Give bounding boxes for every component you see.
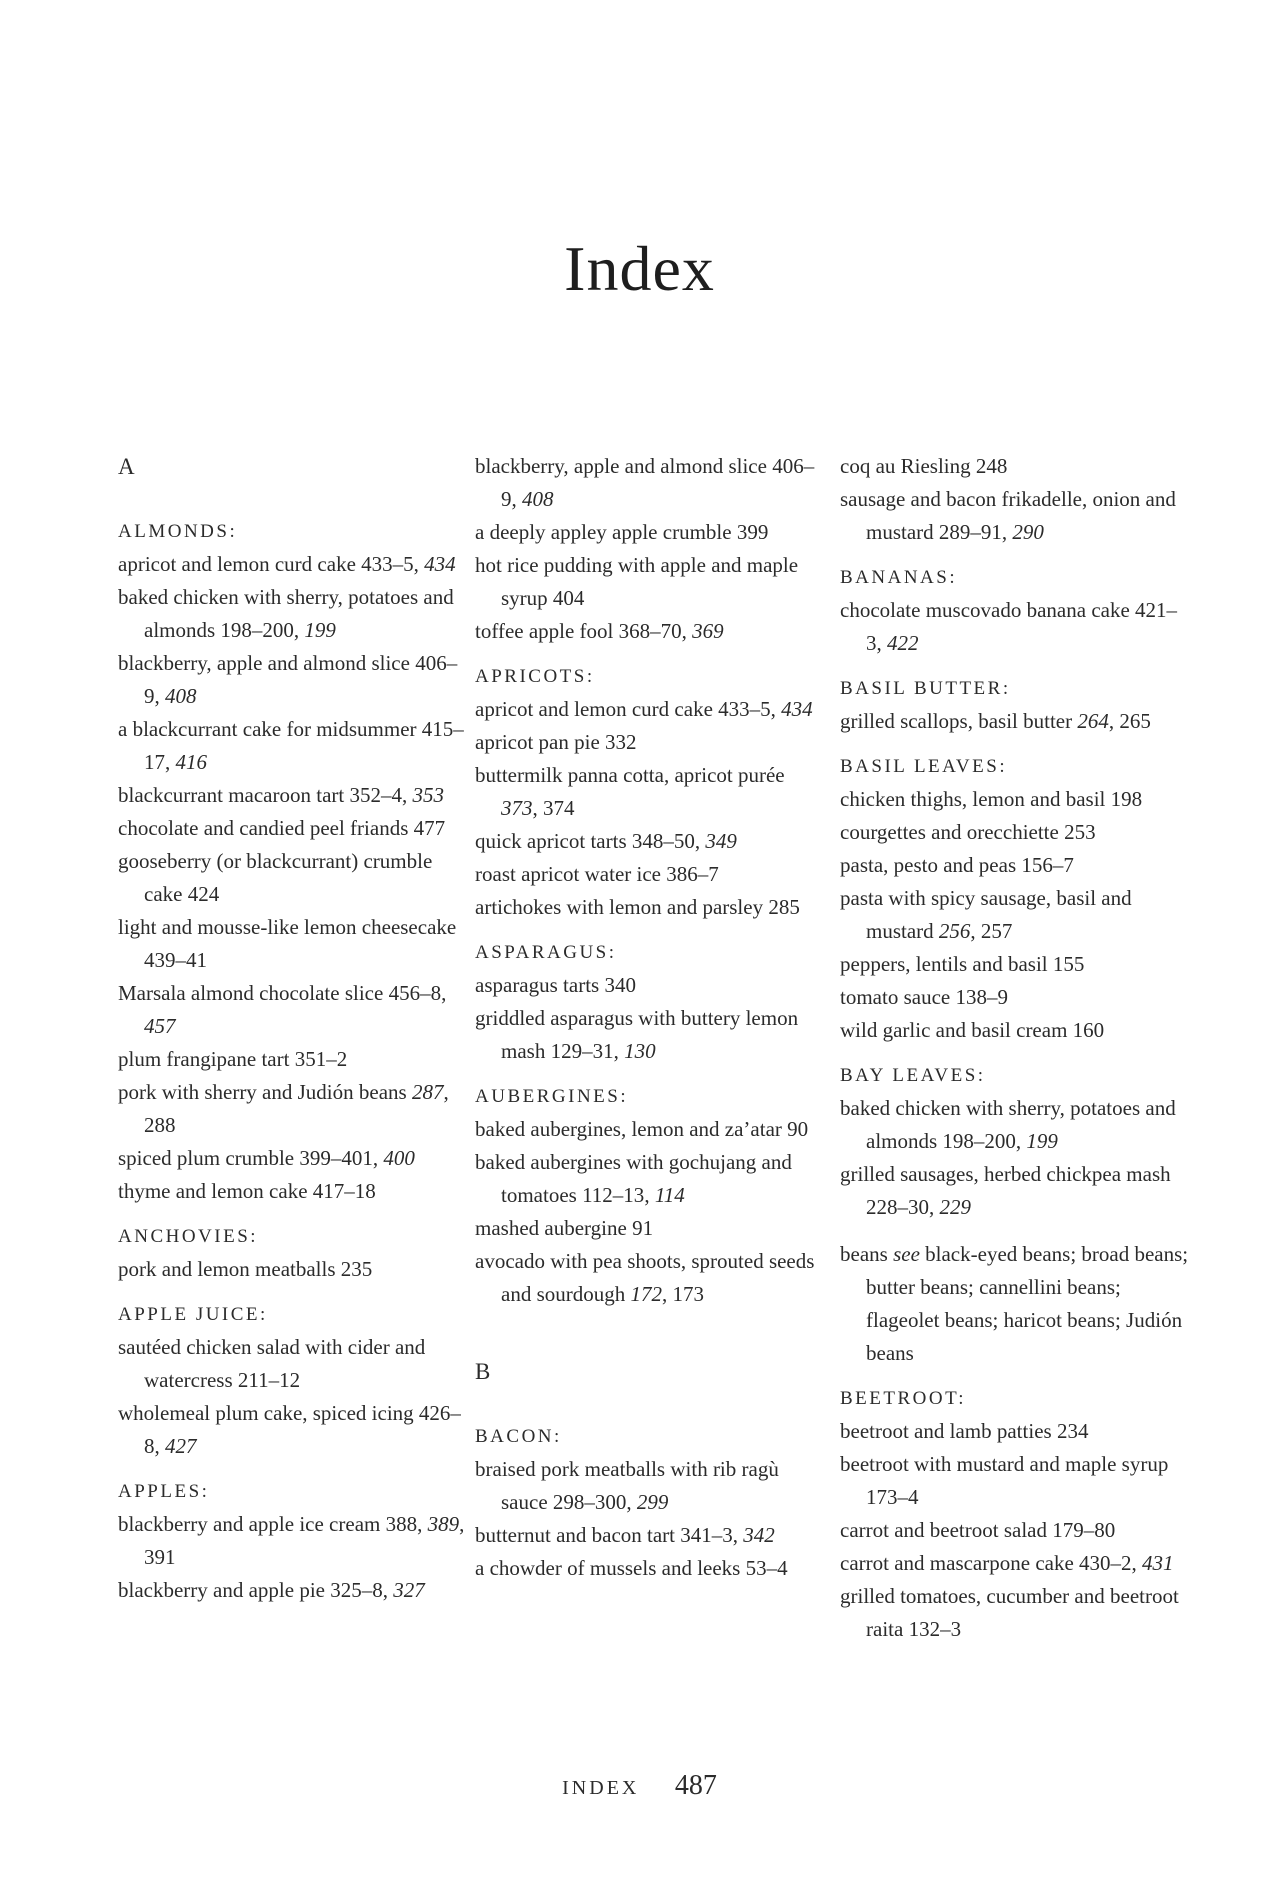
- entry-text: plum frangipane tart: [118, 1047, 290, 1071]
- index-entry: [840, 1415, 1190, 1448]
- index-entry: [840, 1448, 1190, 1514]
- index-entry: quick apricot tarts 348–50, 349: [475, 829, 737, 853]
- entry-text: chicken thighs, lemon and basil: [840, 787, 1106, 811]
- entry-text: apricot pan pie: [475, 730, 600, 754]
- page-ref-illustrated: 373: [501, 796, 533, 820]
- index-heading: AUBERGINES:: [475, 1086, 629, 1107]
- page-ref-illustrated: 130: [624, 1039, 656, 1063]
- page-ref-illustrated: 349: [705, 829, 737, 853]
- page-ref-illustrated: 256: [938, 919, 971, 943]
- page-ref: 391: [144, 1545, 176, 1569]
- page-ref: 198: [1110, 787, 1143, 811]
- index-column-2: [475, 450, 825, 1585]
- page-ref: 374: [543, 796, 575, 820]
- page-ref: 198–200: [942, 1129, 1016, 1153]
- page-ref: 352–4: [349, 783, 402, 807]
- entry-text: wild garlic and basil cream: [840, 1018, 1068, 1042]
- page-ref: 173–4: [866, 1485, 919, 1509]
- entry-text: asparagus tarts: [475, 973, 600, 997]
- index-entry: [475, 1113, 825, 1146]
- index-heading: ALMONDS:: [118, 521, 238, 542]
- index-entry: pasta with spicy sausage, basil and mustard 256, 257: [840, 886, 1132, 943]
- index-entry: sausage and bacon frikadelle, onion and mustard 289–91, 290: [840, 487, 1176, 544]
- page-ref: 112–13: [582, 1183, 645, 1207]
- page-ref: 426–8: [144, 1401, 461, 1458]
- index-entry: baked aubergines with gochujang and tomatoes 112–13, 114: [475, 1150, 792, 1207]
- index-column-1: [118, 450, 468, 1607]
- page-ref: 406–9: [144, 651, 458, 708]
- index-heading: ASPARAGUS:: [475, 942, 617, 963]
- entry-text: beetroot and lamb patties: [840, 1419, 1052, 1443]
- section-letter: B: [475, 1359, 491, 1384]
- page-ref: 90: [787, 1117, 809, 1141]
- entry-text: light and mousse-like lemon cheesecake: [118, 915, 457, 939]
- index-heading: BAY LEAVES:: [840, 1065, 986, 1086]
- entry-text: a deeply appley apple crumble: [475, 520, 732, 544]
- page-ref-illustrated: 114: [654, 1183, 685, 1207]
- index-entry: [840, 1580, 1190, 1646]
- index-entry: [475, 969, 825, 1002]
- index-entry: apricot and lemon curd cake 433–5, 434: [475, 697, 813, 721]
- index-heading: APPLE JUICE:: [118, 1304, 268, 1325]
- entry-text: quick apricot tarts: [475, 829, 627, 853]
- entry-text: sausage and bacon frikadelle, onion and mustard: [840, 487, 1176, 544]
- entry-text: roast apricot water ice: [475, 862, 661, 886]
- index-entry: [840, 816, 1190, 849]
- cross-reference: [840, 1238, 1190, 1370]
- page-ref-illustrated: 400: [383, 1146, 415, 1170]
- index-entry: butternut and bacon tart 341–3, 342: [475, 1523, 775, 1547]
- index-entry: [118, 1175, 468, 1208]
- page-ref-illustrated: 434: [781, 697, 813, 721]
- page-ref-illustrated: 457: [144, 1014, 176, 1038]
- entry-text: thyme and lemon cake: [118, 1179, 308, 1203]
- index-entry: grilled scallops, basil butter 264, 265: [840, 709, 1151, 733]
- index-entry: spiced plum crumble 399–401, 400: [118, 1146, 415, 1170]
- page-ref: 265: [1119, 709, 1151, 733]
- page-ref: 348–50: [631, 829, 695, 853]
- index-entry: [475, 549, 825, 615]
- entry-text: hot rice pudding with apple and maple syrup: [475, 553, 799, 610]
- entry-text: blackberry, apple and almond slice: [475, 454, 767, 478]
- entry-text: sautéed chicken salad with cider and watercress: [118, 1335, 426, 1392]
- entry-text: pasta, pesto and peas: [840, 853, 1017, 877]
- page-ref-illustrated: 229: [939, 1195, 971, 1219]
- index-entry: [840, 981, 1190, 1014]
- index-entry: [475, 858, 825, 891]
- index-entry: [840, 849, 1190, 882]
- page-ref: 155: [1052, 952, 1085, 976]
- page-ref-illustrated: 422: [887, 631, 919, 655]
- entry-text: toffee apple fool: [475, 619, 614, 643]
- index-entry: wholemeal plum cake, spiced icing 426–8, 427: [118, 1401, 461, 1458]
- entry-text: baked chicken with sherry, potatoes and almonds: [840, 1096, 1176, 1153]
- entry-text: chocolate and candied peel friands: [118, 816, 409, 840]
- page-ref: 228–30: [866, 1195, 929, 1219]
- page-ref: 156–7: [1021, 853, 1074, 877]
- index-heading: BEETROOT:: [840, 1388, 967, 1409]
- page-ref-illustrated: 369: [692, 619, 724, 643]
- entry-text: buttermilk panna cotta, apricot purée: [475, 763, 785, 787]
- page-ref: 388: [385, 1512, 418, 1536]
- page-ref: 129–31: [550, 1039, 614, 1063]
- entry-text: courgettes and orecchiette: [840, 820, 1059, 844]
- page-ref: 433–5: [361, 552, 414, 576]
- index-entry: blackcurrant macaroon tart 352–4, 353: [118, 783, 444, 807]
- entry-text: tomato sauce: [840, 985, 951, 1009]
- page-ref-illustrated: 408: [165, 684, 197, 708]
- page-ref: 132–3: [908, 1617, 962, 1641]
- entry-text: gooseberry (or blackcurrant) crumble cake: [118, 849, 433, 906]
- entry-text: coq au Riesling: [840, 454, 971, 478]
- page-ref-illustrated: 389: [427, 1512, 460, 1536]
- entry-text: spiced plum crumble: [118, 1146, 295, 1170]
- index-entry: [118, 812, 468, 845]
- index-entry: [475, 891, 825, 924]
- page-ref: 257: [980, 919, 1013, 943]
- page-ref: 417–18: [312, 1179, 376, 1203]
- xref-see: see: [893, 1242, 920, 1266]
- entry-text: pork and lemon meatballs: [118, 1257, 336, 1281]
- entry-text: baked chicken with sherry, potatoes and almonds: [118, 585, 454, 642]
- entry-text: a blackcurrant cake for midsummer: [118, 717, 417, 741]
- page-ref-illustrated: 434: [424, 552, 456, 576]
- page-ref-illustrated: 199: [304, 618, 336, 642]
- entry-text: carrot and mascarpone cake: [840, 1551, 1074, 1575]
- xref-targets: black-eyed beans; broad beans; butter beans; cannellini beans; flageolet beans; haricot beans; Judión beans: [866, 1242, 1189, 1365]
- index-entry: blackberry and apple pie 325–8, 327: [118, 1578, 425, 1602]
- index-entry: [118, 911, 468, 977]
- index-entry: carrot and mascarpone cake 430–2, 431: [840, 1551, 1174, 1575]
- index-entry: [840, 450, 1190, 483]
- entry-text: Marsala almond chocolate slice: [118, 981, 384, 1005]
- page-ref: 430–2: [1079, 1551, 1132, 1575]
- page-ref: 211–12: [237, 1368, 301, 1392]
- page-ref: 399: [736, 520, 769, 544]
- section-letter: A: [118, 454, 135, 479]
- index-column-3: [840, 450, 1190, 1646]
- index-entry: avocado with pea shoots, sprouted seeds and sourdough 172, 173: [475, 1249, 815, 1306]
- index-entry: [118, 1043, 468, 1076]
- page-ref-illustrated: 408: [522, 487, 554, 511]
- index-entry: chocolate muscovado banana cake 421–3, 422: [840, 598, 1178, 655]
- page-ref: 138–9: [955, 985, 1008, 1009]
- index-entry: [118, 1331, 468, 1397]
- entry-text: griddled asparagus with buttery lemon mash: [475, 1006, 799, 1063]
- page-ref: 253: [1064, 820, 1096, 844]
- entry-text: braised pork meatballs with rib ragù sauce: [475, 1457, 779, 1514]
- entry-text: chocolate muscovado banana cake: [840, 598, 1130, 622]
- index-heading: APRICOTS:: [475, 666, 595, 687]
- entry-text: baked aubergines with gochujang and tomatoes: [475, 1150, 792, 1207]
- page-ref: 234: [1056, 1419, 1089, 1443]
- page-footer: [0, 1770, 1279, 1802]
- page-ref-illustrated: 427: [165, 1434, 197, 1458]
- entry-text: artichokes with lemon and parsley: [475, 895, 764, 919]
- page-ref: 404: [552, 586, 585, 610]
- page-ref-illustrated: 431: [1142, 1551, 1174, 1575]
- page-ref: 424: [187, 882, 220, 906]
- index-heading: APPLES:: [118, 1481, 210, 1502]
- page-ref-illustrated: 342: [743, 1523, 775, 1547]
- page-ref: 340: [604, 973, 636, 997]
- page-ref: 285: [768, 895, 800, 919]
- page-ref: 433–5: [718, 697, 771, 721]
- page-ref: 179–80: [1052, 1518, 1116, 1542]
- page-ref: 386–7: [666, 862, 719, 886]
- index-entry: [475, 726, 825, 759]
- page-ref-illustrated: 299: [636, 1490, 669, 1514]
- entry-text: blackberry, apple and almond slice: [118, 651, 410, 675]
- index-entry: [840, 948, 1190, 981]
- page-ref-illustrated: 416: [175, 750, 207, 774]
- entry-text: baked aubergines, lemon and za’atar: [475, 1117, 782, 1141]
- entry-text: grilled scallops, basil butter: [840, 709, 1073, 733]
- entry-text: apricot and lemon curd cake: [475, 697, 713, 721]
- page-ref-illustrated: 199: [1026, 1129, 1058, 1153]
- index-entry: blackberry, apple and almond slice 406–9, 408: [118, 651, 458, 708]
- page-ref: 477: [413, 816, 446, 840]
- page-ref-illustrated: 172: [630, 1282, 662, 1306]
- entry-text: avocado with pea shoots, sprouted seeds and sourdough: [475, 1249, 815, 1306]
- page-ref: 248: [975, 454, 1008, 478]
- page-ref: 198–200: [220, 618, 294, 642]
- index-entry: [475, 516, 825, 549]
- page-ref: 325–8: [330, 1578, 383, 1602]
- index-entry: [840, 1014, 1190, 1047]
- index-heading: BASIL LEAVES:: [840, 756, 1008, 777]
- index-entry: a blackcurrant cake for midsummer 415–17, 416: [118, 717, 464, 774]
- spacer: [475, 1311, 825, 1355]
- entry-text: mashed aubergine: [475, 1216, 627, 1240]
- index-entry: [475, 1552, 825, 1585]
- page-ref: 298–300: [552, 1490, 627, 1514]
- entry-text: butternut and bacon tart: [475, 1523, 676, 1547]
- index-entry: toffee apple fool 368–70, 369: [475, 619, 724, 643]
- page-number: 487: [674, 1770, 717, 1801]
- page-ref: 289–91: [938, 520, 1002, 544]
- index-heading: BACON:: [475, 1426, 562, 1447]
- page-ref: 421–3: [866, 598, 1178, 655]
- page-ref: 160: [1072, 1018, 1105, 1042]
- index-entry: [840, 783, 1190, 816]
- entry-text: wholemeal plum cake, spiced icing: [118, 1401, 414, 1425]
- index-entry: Marsala almond chocolate slice 456–8, 457: [118, 981, 447, 1038]
- index-entry: baked chicken with sherry, potatoes and almonds 198–200, 199: [840, 1096, 1176, 1153]
- index-entry: buttermilk panna cotta, apricot purée 373, 374: [475, 763, 785, 820]
- page-ref: 351–2: [294, 1047, 348, 1071]
- page-ref: 439–41: [144, 948, 207, 972]
- entry-text: pasta with spicy sausage, basil and mustard: [840, 886, 1132, 943]
- page-ref: 341–3: [680, 1523, 733, 1547]
- page-ref: 415–17: [144, 717, 464, 774]
- index-entry: griddled asparagus with buttery lemon mash 129–31, 130: [475, 1006, 799, 1063]
- index-entry: apricot and lemon curd cake 433–5, 434: [118, 552, 456, 576]
- index-heading: BANANAS:: [840, 567, 958, 588]
- running-footer-label: INDEX: [562, 1777, 640, 1799]
- index-entry: pork with sherry and Judión beans 287, 288: [118, 1080, 449, 1137]
- page-ref-illustrated: 327: [393, 1578, 425, 1602]
- page-ref: 53–4: [745, 1556, 788, 1580]
- index-heading: ANCHOVIES:: [118, 1226, 259, 1247]
- index-entry: [840, 1514, 1190, 1547]
- entry-text: apricot and lemon curd cake: [118, 552, 356, 576]
- index-entry: [475, 1212, 825, 1245]
- page-title: Index: [564, 233, 715, 304]
- index-entry: braised pork meatballs with rib ragù sauce 298–300, 299: [475, 1457, 779, 1514]
- entry-text: blackcurrant macaroon tart: [118, 783, 345, 807]
- page-ref: 332: [605, 730, 637, 754]
- index-entry: [118, 1253, 468, 1286]
- index-entry: grilled sausages, herbed chickpea mash 228–30, 229: [840, 1162, 1171, 1219]
- entry-text: a chowder of mussels and leeks: [475, 1556, 741, 1580]
- index-heading: BASIL BUTTER:: [840, 678, 1011, 699]
- index-entry: blackberry and apple ice cream 388, 389, 391: [118, 1512, 465, 1569]
- page-ref: 368–70: [618, 619, 682, 643]
- index-entry: [118, 845, 468, 911]
- page-ref: 91: [632, 1216, 654, 1240]
- page-ref-illustrated: 264: [1077, 709, 1109, 733]
- page-ref-illustrated: 287: [411, 1080, 444, 1104]
- entry-text: carrot and beetroot salad: [840, 1518, 1047, 1542]
- index-entry: baked chicken with sherry, potatoes and almonds 198–200, 199: [118, 585, 454, 642]
- entry-text: grilled sausages, herbed chickpea mash: [840, 1162, 1171, 1186]
- entry-text: blackberry and apple ice cream: [118, 1512, 381, 1536]
- entry-text: blackberry and apple pie: [118, 1578, 325, 1602]
- page-ref: 288: [144, 1113, 176, 1137]
- page-ref: 456–8: [388, 981, 442, 1005]
- index-entry: blackberry, apple and almond slice 406–9, 408: [475, 454, 815, 511]
- page-ref: 235: [340, 1257, 373, 1281]
- entry-text: pork with sherry and Judión beans: [118, 1080, 407, 1104]
- xref-term: beans: [840, 1242, 888, 1266]
- page-ref: 406–9: [501, 454, 815, 511]
- page-ref-illustrated: 290: [1012, 520, 1044, 544]
- page-ref: 399–401: [299, 1146, 373, 1170]
- entry-text: beetroot with mustard and maple syrup: [840, 1452, 1169, 1476]
- entry-text: grilled tomatoes, cucumber and beetroot raita: [840, 1584, 1179, 1641]
- page-ref-illustrated: 353: [412, 783, 444, 807]
- page-ref: 173: [672, 1282, 704, 1306]
- entry-text: peppers, lentils and basil: [840, 952, 1048, 976]
